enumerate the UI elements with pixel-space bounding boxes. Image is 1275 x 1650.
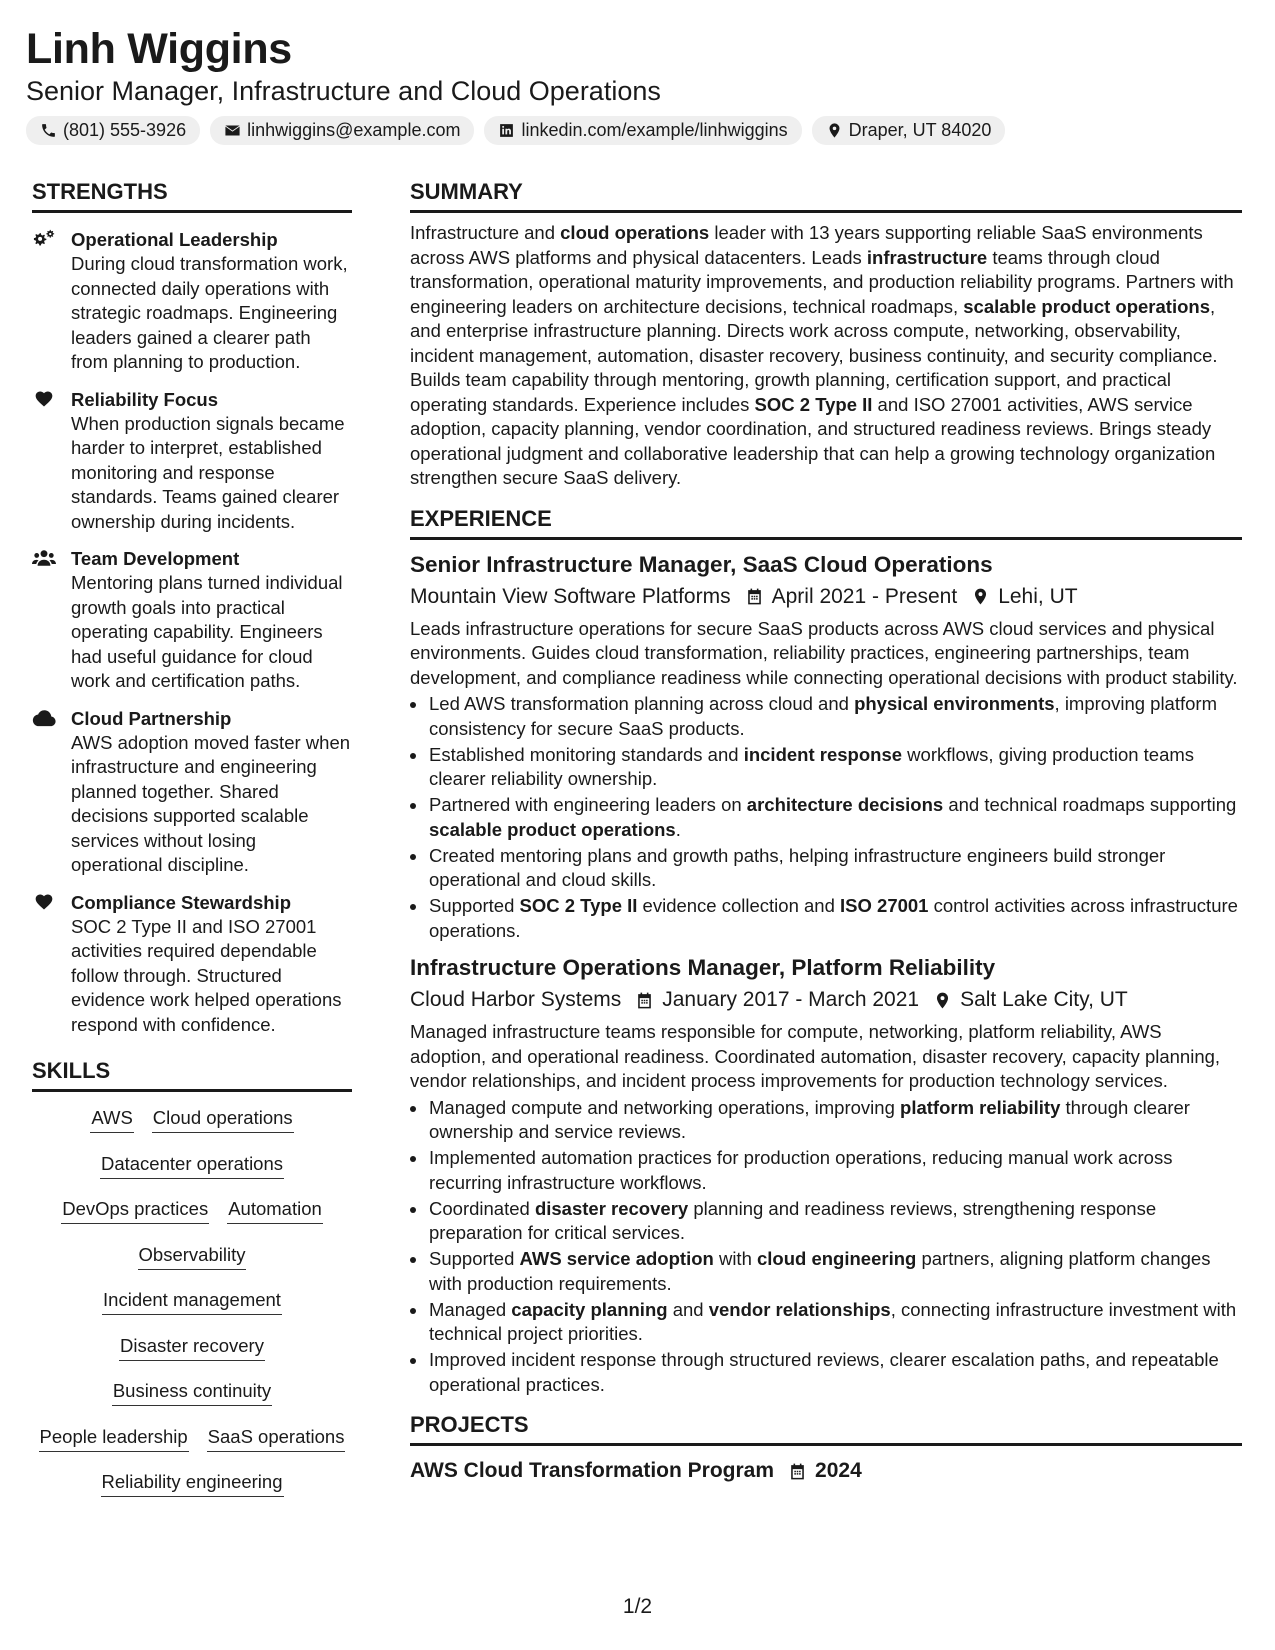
- skill-tag: Automation: [227, 1197, 323, 1224]
- strength-desc: During cloud transformation work, connected daily operations with strategic roadmaps. Engineering leaders gained a clearer path from planning to production.: [71, 253, 348, 372]
- bullet-item: • Led AWS transformation planning across cloud and physical environments, improving platform consistency for secure SaaS products.: [428, 692, 1242, 741]
- location-pin-icon: [826, 122, 843, 139]
- candidate-title: Senior Manager, Infrastructure and Cloud Operations: [26, 76, 661, 106]
- skill-tag: Reliability engineering: [101, 1470, 284, 1497]
- bullet-item: • Coordinated disaster recovery planning and readiness reviews, strengthening response preparation for critical services.: [428, 1197, 1242, 1246]
- job-description: Leads infrastructure operations for secure SaaS products across AWS cloud services and physical environments. Guides cloud transformation, reliability practices, engineering partnerships, team development, and compliance readiness while connecting operational decisions with product stability.: [410, 617, 1238, 688]
- skill-tag: Datacenter operations: [100, 1152, 284, 1179]
- job-title: Senior Infrastructure Manager, SaaS Cloud Operations: [410, 551, 993, 577]
- contact-location-text: Draper, UT 84020: [848, 120, 992, 140]
- skill-row: [32, 1334, 352, 1380]
- strength-title: Team Development: [71, 548, 240, 569]
- skill-row: [32, 1243, 352, 1289]
- bullet-item: • Partnered with engineering leaders on architecture decisions and technical roadmaps supporting scalable product operations.: [428, 793, 1242, 842]
- skill-row: [32, 1379, 352, 1425]
- location-pin-icon: [971, 587, 990, 606]
- left-column: [32, 178, 352, 1516]
- skill-tag: People leadership: [39, 1425, 189, 1452]
- project-item: [410, 1456, 1242, 1486]
- job-meta: [410, 985, 1242, 1015]
- job-description: Managed infrastructure teams responsible for compute, networking, platform reliability, AWS adoption, and operational readiness. Coordinated automation, disaster recovery, capacity planning, vendor relationships, and incident process improvements for production technology services.: [410, 1021, 1221, 1091]
- gears-icon: [32, 229, 56, 249]
- job-dates: April 2021 - Present: [771, 584, 958, 608]
- job-meta: [410, 582, 1242, 612]
- job-entry: [410, 953, 1242, 1397]
- contact-linkedin-text: linkedin.com/example/linhwiggins: [521, 120, 788, 140]
- linkedin-icon: [498, 122, 515, 139]
- bullet-item: • Managed capacity planning and vendor relationships, connecting infrastructure investment with technical project priorities.: [428, 1298, 1242, 1347]
- skills-heading: SKILLS: [32, 1057, 352, 1092]
- skill-tag: DevOps practices: [61, 1197, 209, 1224]
- bullet-item: • Established monitoring standards and incident response workflows, giving production teams clearer reliability ownership.: [428, 743, 1242, 792]
- contact-email[interactable]: [210, 116, 474, 145]
- skill-tag: Cloud operations: [152, 1106, 294, 1133]
- strength-item: [32, 706, 352, 878]
- skill-row: [32, 1288, 352, 1334]
- job-location: Lehi, UT: [998, 584, 1078, 608]
- bullet-item: • Created mentoring plans and growth paths, helping infrastructure engineers build stronger operational and cloud skills.: [428, 844, 1242, 893]
- project-title: AWS Cloud Transformation Program: [410, 1459, 775, 1482]
- contact-email-text: linhwiggins@example.com: [247, 120, 461, 140]
- users-icon: [32, 548, 56, 568]
- strength-desc: AWS adoption moved faster when infrastructure and engineering planned together. Shared decisions supported scalable services without losing operational discipline.: [71, 731, 351, 875]
- strength-title: Compliance Stewardship: [71, 891, 291, 913]
- summary-text: Infrastructure and cloud operations leader with 13 years supporting reliable SaaS environments across AWS platforms and physical datacenters. Leads infrastructure teams through cloud transformation, operational maturity improvements, and production reliability programs. Partners with engineering leaders on architecture decisions, technical roadmaps, scalable product operations, and enterprise infrastructure planning. Directs work across compute, networking, observability, incident management, automation, disaster recovery, business continuity, and security compliance. Builds team capability through mentoring, growth planning, certification support, and practical operating standards. Experience includes SOC 2 Type II and ISO 27001 activities, AWS service adoption, capacity planning, vendor coordination, and structured readiness reviews. Brings steady operational judgment and collaborative leadership that can help a growing technology organization strengthen secure SaaS delivery.: [410, 222, 1234, 488]
- projects-heading: PROJECTS: [410, 1411, 1242, 1446]
- candidate-name: Linh Wiggins: [26, 25, 292, 73]
- skill-row: [32, 1425, 352, 1471]
- contact-location: [812, 116, 1006, 145]
- right-column: [410, 178, 1242, 1486]
- resume-header: [26, 24, 1249, 145]
- summary-heading: SUMMARY: [410, 178, 1242, 213]
- strength-item: [32, 387, 352, 535]
- strength-title: Reliability Focus: [71, 388, 219, 410]
- job-company: Mountain View Software Platforms: [410, 584, 731, 608]
- contact-bar: [26, 116, 1249, 145]
- skills-list: [32, 1106, 352, 1516]
- cloud-icon: [32, 708, 56, 728]
- job-dates: January 2017 - March 2021: [662, 988, 920, 1011]
- experience-list: [410, 550, 1242, 1398]
- skill-tag: Observability: [138, 1243, 247, 1270]
- experience-heading: EXPERIENCE: [410, 505, 1242, 540]
- project-year: 2024: [815, 1459, 862, 1482]
- bullet-item: • Supported SOC 2 Type II evidence collection and ISO 27001 control activities across infrastructure operations.: [428, 894, 1242, 943]
- strength-item: [32, 227, 352, 375]
- calendar-icon: [745, 587, 764, 606]
- job-company: Cloud Harbor Systems: [410, 988, 622, 1011]
- skill-tag: SaaS operations: [207, 1425, 346, 1452]
- location-pin-icon: [933, 991, 952, 1010]
- strength-title: Operational Leadership: [71, 229, 278, 250]
- skill-tag: Business continuity: [112, 1379, 272, 1406]
- strength-desc: Mentoring plans turned individual growth goals into practical operating capability. Engineers had useful guidance for cloud work and certification paths.: [71, 572, 343, 691]
- strength-desc: When production signals became harder to interpret, established monitoring and response standards. Teams gained clearer ownership during incidents.: [71, 412, 345, 532]
- job-entry: [410, 550, 1242, 944]
- job-location: Salt Lake City, UT: [960, 988, 1128, 1011]
- strength-item: [32, 890, 352, 1038]
- skill-row: [32, 1197, 352, 1243]
- strengths-heading: STRENGTHS: [32, 178, 352, 213]
- strength-item: [32, 546, 352, 694]
- job-title: Infrastructure Operations Manager, Platform Reliability: [410, 955, 996, 980]
- job-bullets: [410, 692, 1242, 943]
- phone-icon: [40, 122, 57, 139]
- bullet-item: • Supported AWS service adoption with cloud engineering partners, aligning platform changes with production requirements.: [428, 1247, 1242, 1296]
- contact-phone-text: (801) 555-3926: [63, 120, 187, 140]
- skill-tag: AWS: [90, 1106, 133, 1133]
- strength-title: Cloud Partnership: [71, 707, 232, 729]
- skill-row: [32, 1106, 352, 1152]
- bullet-item: • Implemented automation practices for production operations, reducing manual work across recurring infrastructure workflows.: [428, 1146, 1242, 1195]
- bullet-item: • Improved incident response through structured reviews, clearer escalation paths, and repeatable operational practices.: [428, 1348, 1242, 1397]
- page-number: 1/2: [622, 1595, 653, 1618]
- contact-phone[interactable]: [26, 116, 200, 145]
- skill-row: [32, 1152, 352, 1198]
- strength-desc: SOC 2 Type II and ISO 27001 activities required dependable follow through. Structured evidence work helped operations respond with confidence.: [71, 915, 342, 1035]
- skill-row: [32, 1470, 352, 1516]
- envelope-icon: [224, 122, 241, 139]
- bullet-item: • Managed compute and networking operations, improving platform reliability through clearer ownership and service reviews.: [428, 1096, 1242, 1145]
- contact-linkedin[interactable]: [484, 116, 801, 145]
- skill-tag: Disaster recovery: [119, 1334, 265, 1361]
- job-bullets: [410, 1096, 1242, 1398]
- skill-tag: Incident management: [102, 1288, 282, 1315]
- calendar-icon: [635, 991, 654, 1010]
- heart-icon: [32, 892, 56, 912]
- heart-icon: [32, 389, 56, 409]
- calendar-icon: [788, 1462, 807, 1481]
